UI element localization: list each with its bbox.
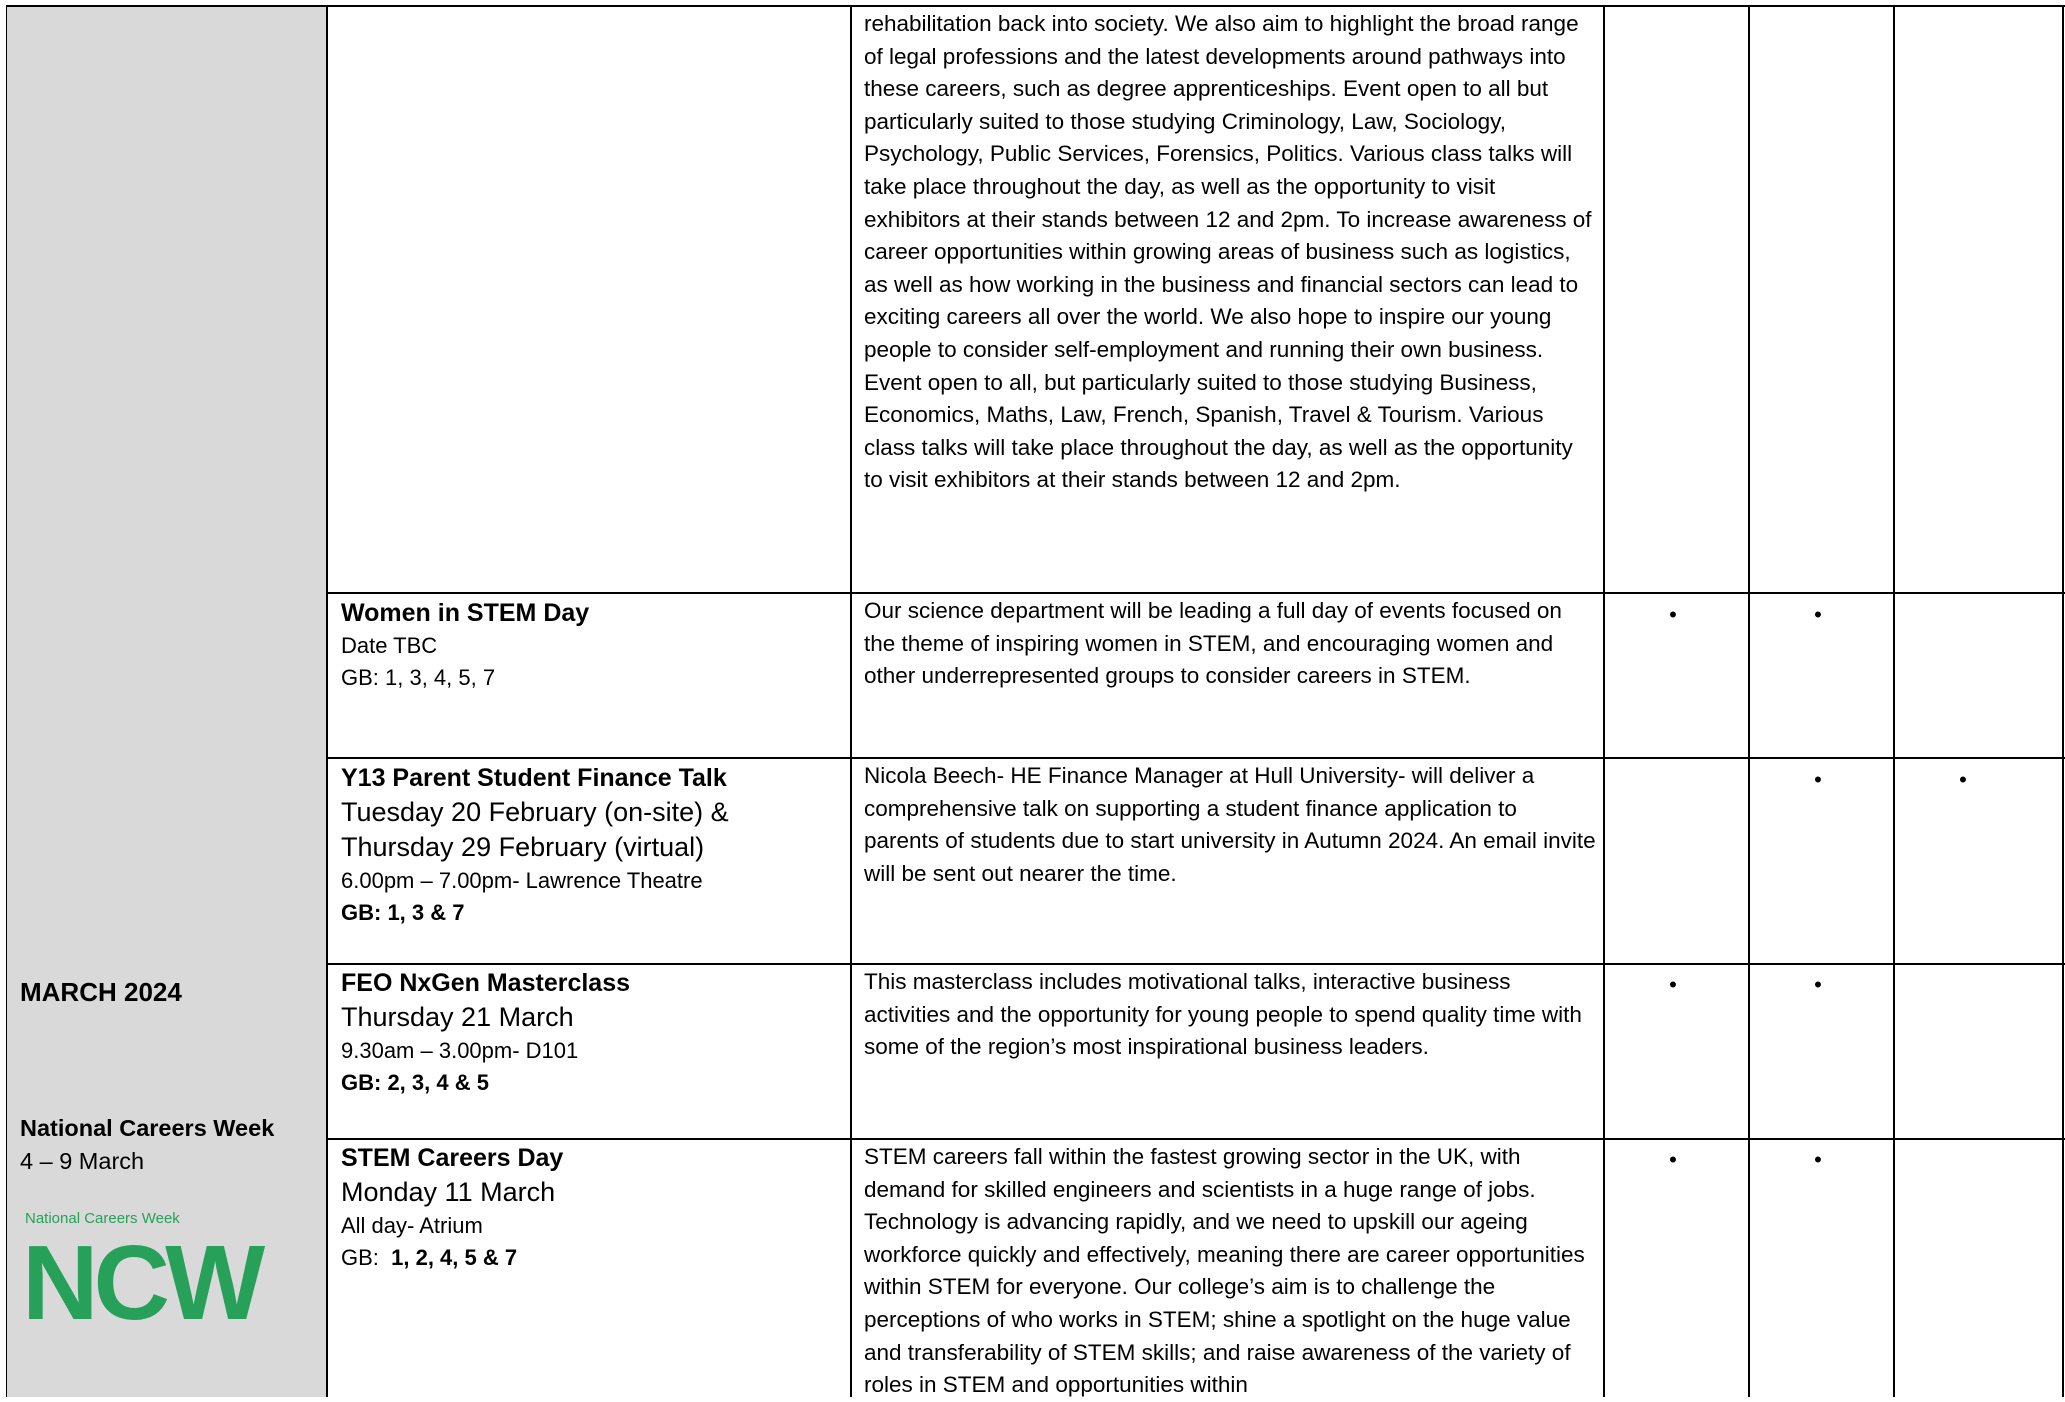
event-title: FEO NxGen Masterclass: [341, 969, 631, 997]
ncw-logo-caption: National Careers Week: [25, 1210, 180, 1227]
event-details: [341, 1142, 846, 1274]
month-heading: MARCH 2024: [20, 977, 182, 1007]
event-gb-prefix: GB:: [341, 1245, 392, 1270]
event-date: Thursday 29 February (virtual): [341, 832, 705, 862]
table-right-border: [2062, 5, 2064, 1397]
col-divider: [850, 5, 852, 1397]
event-time: All day- Atrium: [341, 1213, 483, 1238]
event-description: Nicola Beech- HE Finance Manager at Hull University- will deliver a comprehensive talk on supporting a student finance application to parents of students due to start university in Autumn 2024. An email invite will be sent out nearer the time.: [864, 763, 1596, 886]
event-gb: GB: 1, 3, 4, 5, 7: [341, 665, 496, 690]
event-date: Date TBC: [341, 633, 438, 658]
event-gb: [341, 1242, 846, 1274]
ncw-title: National Careers Week: [20, 1115, 275, 1141]
event-details: [341, 762, 846, 929]
event-gb: GB: 2, 3, 4 & 5: [341, 1070, 489, 1095]
column-marker: •: [1814, 972, 1822, 997]
event-details: [341, 967, 846, 1099]
event-title: Y13 Parent Student Finance Talk: [341, 764, 727, 792]
ncw-logo: NCW: [22, 1224, 261, 1342]
col-divider: [1748, 5, 1750, 1397]
col-divider: [326, 5, 328, 1397]
event-description: rehabilitation back into society. We also aim to highlight the broad range of legal professions and the latest developments around pathways into these careers, such as degree apprenticeships. Event open to all but particularly suited to those studying Criminology, Law, Sociology, Psychology, Public Services, Forensics, Politics. Various class talks will take place throughout the day, as well as the opportunity to visit exhibitors at their stands between 12 and 2pm. To increase awareness of career opportunities within growing areas of business such as logistics, as well as how working in the business and financial sectors can lead to exciting careers all over the world. We also hope to inspire our young people to consider self-employment and running their own business. Event open to all, but particularly suited to those studying Business, Economics, Maths, Law, French, Spanish, Travel & Tourism. Various class talks will take place throughout the day, as well as the opportunity to visit exhibitors at their stands between 12 and 2pm.: [864, 11, 1592, 493]
column-marker: •: [1669, 1147, 1677, 1172]
event-time: 9.30am – 3.00pm- D101: [341, 1038, 579, 1063]
event-title: STEM Careers Day: [341, 1144, 564, 1172]
row-divider: [327, 757, 2065, 759]
event-date: Monday 11 March: [341, 1177, 556, 1207]
column-marker: •: [1669, 972, 1677, 997]
event-title: Women in STEM Day: [341, 599, 590, 627]
table-top-border: [6, 5, 2065, 7]
row-divider: [327, 963, 2065, 965]
event-date: Thursday 21 March: [341, 1002, 574, 1032]
event-date: Tuesday 20 February (on-site) &: [341, 797, 729, 827]
column-marker: •: [1959, 767, 1967, 792]
event-description: This masterclass includes motivational talks, interactive business activities and the opportunity for young people to spend quality time with some of the region’s most inspirational business leaders.: [864, 969, 1582, 1060]
col-divider: [1893, 5, 1895, 1397]
event-description: STEM careers fall within the fastest growing sector in the UK, with demand for skilled engineers and scientists in a huge range of jobs. Technology is advancing rapidly, and we need to upskill our ageing workforce quickly and effectively, meaning there are career opportunities within STEM for everyone. Our college’s aim is to challenge the perceptions of who works in STEM; shine a spotlight on the huge value and transferability of STEM skills; and raise awareness of the variety of roles in STEM and opportunities within: [864, 1144, 1585, 1398]
column-marker: •: [1814, 1147, 1822, 1172]
row-divider: [327, 592, 2065, 594]
row-divider: [327, 1138, 2065, 1140]
event-gb-values: 1, 2, 4, 5 & 7: [391, 1245, 518, 1270]
month-sidebar: [6, 6, 327, 1397]
event-description: Our science department will be leading a full day of events focused on the theme of inspiring women in STEM, and encouraging women and other underrepresented groups to consider careers in STEM.: [864, 598, 1562, 689]
ncw-dates: 4 – 9 March: [20, 1148, 145, 1174]
column-marker: •: [1669, 602, 1677, 627]
column-marker: •: [1814, 602, 1822, 627]
event-details: [341, 597, 846, 694]
event-gb: GB: 1, 3 & 7: [341, 900, 465, 925]
column-marker: •: [1814, 767, 1822, 792]
event-time: 6.00pm – 7.00pm- Lawrence Theatre: [341, 868, 703, 893]
